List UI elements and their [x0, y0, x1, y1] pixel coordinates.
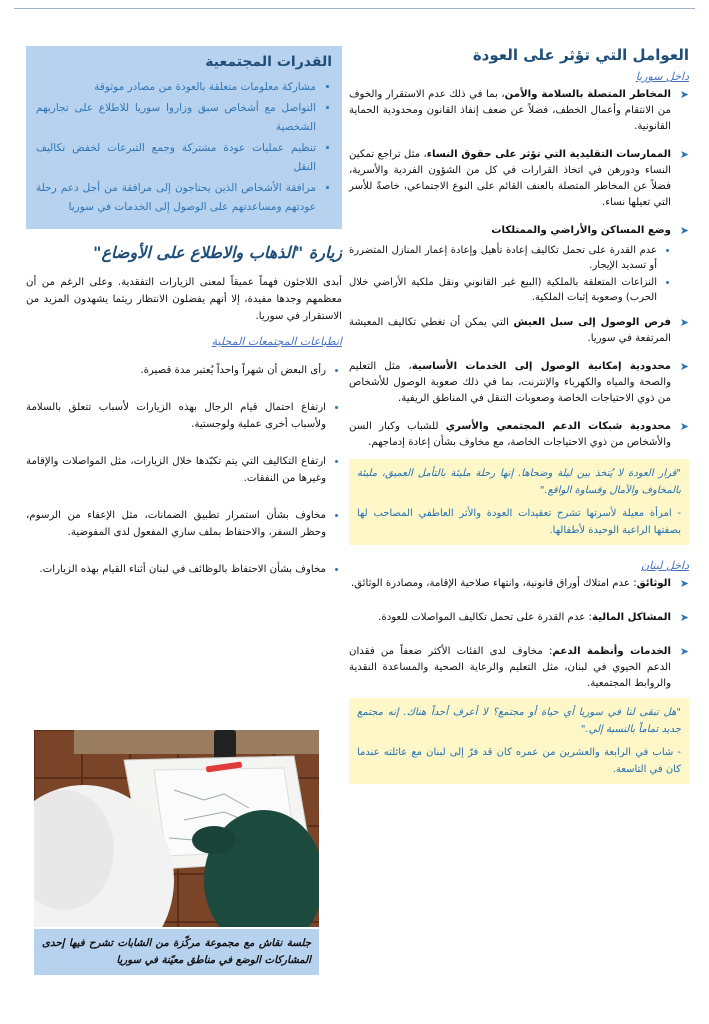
visit-paragraph: أبدى اللاجئون فهماً عميقاً لمعنى الزيارات التفقدية. وعلى الرغم من أن معظمهم وجدها مفيدة، إلا أنهم يفضلون الانتظار ريثما يشهدون المزيد من الاستقرار في سوريا.	[26, 277, 342, 322]
item-bold: محدودية إمكانية الوصول إلى الخدمات الأساسية	[411, 361, 671, 372]
arrow-icon: ➤	[679, 611, 689, 624]
capacities-title: القدرات المجتمعية	[205, 54, 332, 70]
syria-subheading: داخل سوريا	[635, 70, 689, 83]
impression-item: • ارتفاع احتمال قيام الرجال بهذه الزيارات لأسباب تتعلق بالسلامة ولأسباب أخرى عملية ولوجستية.	[26, 399, 326, 433]
arrow-icon: ➤	[679, 224, 689, 237]
lebanon-item	[349, 644, 689, 692]
impression-item: • ارتفاع التكاليف التي يتم تكبّدها خلال الزيارات، مثل المواصلات والإقامة وغيرها من النفقات.	[26, 453, 326, 487]
capacities-list	[36, 78, 332, 217]
capacity-item: • التواصل مع أشخاص سبق وزاروا سوريا للاطلاع على تجاربهم الشخصية	[36, 99, 316, 137]
item-text: للشباب وكبار السن والأشخاص من ذوي الاحتياجات الخاصة، مع مخاوف بشأن إعادة إدماجهم.	[349, 421, 671, 448]
item-bold: المشاكل المالية	[591, 612, 671, 623]
syria-item	[349, 315, 689, 347]
arrow-icon: ➤	[679, 360, 689, 373]
top-divider	[14, 8, 695, 9]
lebanon-item	[349, 576, 689, 592]
impressions-subheading: انطباعات المجتمعات المحلية	[211, 335, 342, 348]
item-bold: الوثائق	[636, 578, 671, 589]
item-text: التي يمكن أن تغطي تكاليف المعيشة المرتفعة في سوريا.	[349, 317, 671, 344]
item-bold: فرص الوصول إلى سبل العيش	[513, 317, 671, 328]
visit-title: زيارة "الذهاب والاطلاع على الأوضاع"	[93, 243, 342, 262]
arrow-icon: ➤	[679, 88, 689, 101]
arrow-icon: ➤	[679, 645, 689, 658]
sublist-item: • النزاعات المتعلقة بالملكية (البيع غير القانوني ونقل ملكية الأراضي خلال الحرب) وصعوبة إثبات الملكية.	[349, 275, 657, 305]
focus-group-photo	[34, 730, 319, 927]
arrow-icon: ➤	[679, 577, 689, 590]
impressions-list	[26, 362, 342, 578]
arrow-icon: ➤	[679, 148, 689, 161]
arrow-icon: ➤	[679, 316, 689, 329]
item-text: ، مثل تراجع تمكين النساء ودورهن في اتخاذ القرارات في كل من الشؤون الفردية والأسرية، فضلاً عن المخاطر المتصلة بالعنف القائم على النوع الاجتماعي، خاصةً للأسر التي تعيلها نساء.	[349, 149, 671, 208]
photo-caption: جلسة نقاش مع مجموعة مركّزة من الشابات تشرح فيها إحدى المشاركات الوضع في مناطق معيّنة في سوريا	[34, 929, 319, 975]
syria-item	[349, 147, 689, 211]
syria-item	[349, 359, 689, 407]
syria-item	[349, 223, 689, 305]
capacities-box	[26, 46, 342, 229]
item-text: ، مثل التعليم والصحة والمياه والكهرباء والإنترنت، بما في ذلك صعوبة الوصول للأشخاص من ذوي الاحتياجات الخاصة وصعوبات التنقل في المناطق الريفية.	[349, 361, 671, 404]
item-bold: محدودية شبكات الدعم المجتمعي والأسري	[445, 421, 671, 432]
capacity-item: • مشاركة معلومات متعلقة بالعودة من مصادر موثوقة	[36, 78, 316, 97]
quote-text: "قرار العودة لا يُتخذ بين ليلة وضحاها. إنها رحلة مليئة بالتأمل العميق، مليئة بالمخاوف والآمال وقساوة الواقع."	[357, 468, 681, 496]
item-bold: الممارسات التقليدية التي تؤثر على حقوق النساء	[426, 149, 671, 160]
lebanon-subheading: داخل لبنان	[640, 559, 689, 572]
capacities-column	[26, 46, 342, 598]
quote-box	[349, 698, 689, 784]
factors-column	[349, 46, 689, 798]
photo-illustration	[34, 730, 319, 927]
item-text: : مخاوف لدى الفئات الأكثر ضعفاً من فقدان الدعم الحيوي في لبنان، مثل التعليم والرعاية الصحية والمساعدة النقدية والروابط المجتمعية.	[349, 646, 671, 689]
item-bold: الخدمات وأنظمة الدعم	[552, 646, 671, 657]
quote-box	[349, 459, 689, 545]
sublist-item: • عدم القدرة على تحمل تكاليف إعادة تأهيل وإعادة إعمار المنازل المتضررة أو تسديد الإيجار.	[349, 243, 657, 273]
capacity-item: • مرافقة الأشخاص الذين يحتاجون إلى مرافقة من أجل دعم رحلة عودتهم ومساعدتهم على الوصول إلى الخدمات في سوريا	[36, 179, 316, 217]
housing-sublist	[349, 243, 671, 305]
impression-item: • مخاوف بشأن استمرار تطبيق الضمانات، مثل الإعفاء من الرسوم، وحظر السفر، والاحتفاظ بملف ساري المفعول لدى المفوضية.	[26, 507, 326, 541]
item-text: : عدم القدرة على تحمل تكاليف المواصلات للعودة.	[378, 612, 592, 623]
factors-title: العوامل التي تؤثر على العودة	[472, 46, 689, 64]
arrow-icon: ➤	[679, 420, 689, 433]
syria-item	[349, 419, 689, 451]
syria-item	[349, 87, 689, 135]
quote-author: - شاب في الرابعة والعشرين من عمره كان قد فرّ إلى لبنان مع عائلته عندما كان في التاسعة.	[357, 747, 681, 775]
quote-author: - امرأة معيلة لأسرتها تشرح تعقيدات العودة والأثر العاطفي المصاحب لها بصفتها الراعية الوحيدة لأطفالها.	[357, 508, 681, 536]
quote-text: "هل تبقى لنا في سوريا أي حياة أو مجتمع؟ لا أعرف أحداً هناك. إنه مجتمع جديد تماماً بالنسبة إلي."	[357, 707, 681, 735]
capacity-item: • تنظيم عمليات عودة مشتركة وجمع التبرعات لخفض تكاليف النقل	[36, 139, 316, 177]
lebanon-item	[349, 610, 689, 626]
item-bold: وضع المساكن والأراضي والممتلكات	[491, 225, 671, 236]
impression-item: • رأى البعض أن شهراً واحداً يُعتبر مدة قصيرة.	[26, 362, 326, 379]
item-bold: المخاطر المتصلة بالسلامة والأمن	[504, 89, 671, 100]
item-text: ، بما في ذلك عدم الاستقرار والخوف من الانتقام وأعمال الخطف، فضلاً عن ضعف إنفاذ القانون ومحدودية الحماية القانونية.	[349, 89, 671, 132]
impression-item: • مخاوف بشأن الاحتفاظ بالوظائف في لبنان أثناء القيام بهذه الزيارات.	[26, 561, 326, 578]
item-text: : عدم امتلاك أوراق قانونية، وانتهاء صلاحية الإقامة، ومصادرة الوثائق.	[350, 578, 637, 589]
